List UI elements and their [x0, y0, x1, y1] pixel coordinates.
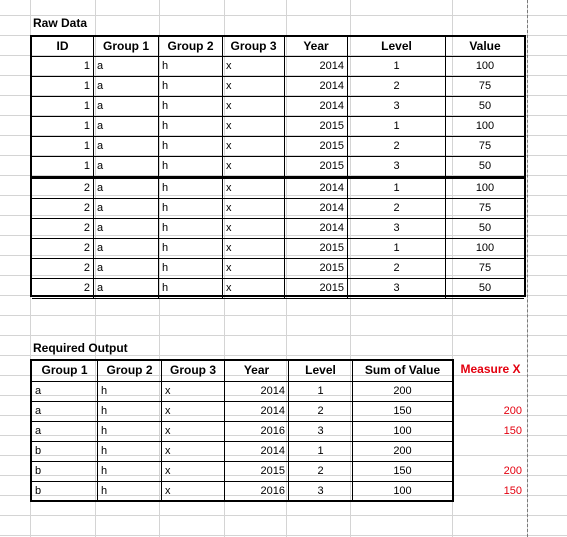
raw-header-cell[interactable]: Group 2 — [159, 37, 223, 57]
required-output-table — [30, 359, 454, 502]
output-data-cell[interactable]: 2014 — [225, 442, 289, 462]
raw-data-cell[interactable]: h — [159, 279, 223, 299]
gridline-horizontal — [0, 335, 567, 336]
raw-data-cell[interactable]: 2 — [348, 137, 446, 157]
output-data-cell[interactable]: h — [98, 402, 162, 422]
raw-header-cell[interactable]: Value — [446, 37, 524, 57]
raw-data-cell[interactable]: 1 — [32, 97, 94, 117]
output-data-cell[interactable]: a — [32, 422, 98, 442]
raw-data-cell[interactable]: x — [223, 259, 285, 279]
raw-data-title: Raw Data — [33, 16, 88, 30]
raw-data-table — [30, 35, 526, 297]
output-data-cell[interactable]: 2016 — [225, 482, 289, 502]
raw-header-cell[interactable]: Group 3 — [223, 37, 285, 57]
raw-data-cell[interactable]: 2 — [348, 199, 446, 219]
output-data-cell[interactable]: b — [32, 462, 98, 482]
raw-data-cell[interactable]: 75 — [446, 77, 524, 97]
raw-data-cell[interactable]: a — [94, 77, 159, 97]
output-data-cell[interactable]: h — [98, 442, 162, 462]
measure-x-header[interactable]: Measure X — [460, 362, 521, 376]
gridline-horizontal — [0, 535, 567, 536]
raw-data-cell[interactable]: h — [159, 259, 223, 279]
raw-data-cell[interactable]: 3 — [348, 157, 446, 177]
raw-header-cell[interactable]: ID — [32, 37, 94, 57]
raw-data-cell[interactable]: h — [159, 97, 223, 117]
raw-data-cell[interactable]: 2014 — [285, 219, 348, 239]
raw-data-cell[interactable]: a — [94, 259, 159, 279]
output-header-cell[interactable]: Sum of Value — [353, 361, 452, 382]
raw-data-cell[interactable]: 2014 — [285, 199, 348, 219]
output-data-cell[interactable]: 100 — [353, 482, 452, 502]
raw-data-cell[interactable]: a — [94, 199, 159, 219]
raw-data-cell[interactable]: h — [159, 57, 223, 77]
raw-data-cell[interactable]: 2 — [32, 239, 94, 259]
output-header-cell[interactable]: Group 2 — [98, 361, 162, 382]
raw-data-cell[interactable]: h — [159, 157, 223, 177]
raw-data-cell[interactable]: a — [94, 279, 159, 299]
raw-data-cell[interactable]: 2 — [32, 199, 94, 219]
raw-data-cell[interactable]: h — [159, 137, 223, 157]
output-data-cell[interactable]: x — [162, 422, 225, 442]
output-data-cell[interactable]: 2 — [289, 462, 353, 482]
measure-x-cell[interactable]: 150 — [503, 485, 522, 497]
measure-x-cell[interactable]: 150 — [503, 425, 522, 437]
raw-data-cell[interactable]: 1 — [32, 137, 94, 157]
raw-data-cell[interactable]: 2015 — [285, 279, 348, 299]
raw-data-cell[interactable]: x — [223, 97, 285, 117]
raw-data-cell[interactable]: 2014 — [285, 77, 348, 97]
output-data-cell[interactable]: 100 — [353, 422, 452, 442]
raw-data-cell[interactable]: x — [223, 77, 285, 97]
output-data-cell[interactable]: 200 — [353, 382, 452, 402]
raw-data-cell[interactable]: 2015 — [285, 157, 348, 177]
raw-data-cell[interactable]: a — [94, 137, 159, 157]
raw-data-cell[interactable]: 1 — [32, 157, 94, 177]
output-data-cell[interactable]: 1 — [289, 442, 353, 462]
output-data-cell[interactable]: h — [98, 462, 162, 482]
output-data-cell[interactable]: x — [162, 442, 225, 462]
raw-data-cell[interactable]: 1 — [32, 77, 94, 97]
output-data-cell[interactable]: x — [162, 482, 225, 502]
raw-data-cell[interactable]: 2014 — [285, 57, 348, 77]
raw-data-cell[interactable]: 2015 — [285, 117, 348, 137]
output-data-cell[interactable]: x — [162, 382, 225, 402]
raw-data-cell[interactable]: 3 — [348, 97, 446, 117]
raw-data-cell[interactable]: 2014 — [285, 179, 348, 199]
raw-data-cell[interactable]: h — [159, 219, 223, 239]
raw-data-cell[interactable]: h — [159, 199, 223, 219]
output-data-cell[interactable]: 3 — [289, 422, 353, 442]
output-data-cell[interactable]: 2014 — [225, 382, 289, 402]
raw-data-cell[interactable]: a — [94, 57, 159, 77]
output-data-cell[interactable]: x — [162, 402, 225, 422]
raw-data-cell[interactable]: 50 — [446, 97, 524, 117]
raw-data-cell[interactable]: 2 — [32, 259, 94, 279]
raw-data-cell[interactable]: 1 — [32, 57, 94, 77]
gridline-horizontal — [0, 315, 567, 316]
raw-data-cell[interactable]: a — [94, 239, 159, 259]
raw-data-cell[interactable]: 2015 — [285, 137, 348, 157]
raw-data-cell[interactable]: a — [94, 219, 159, 239]
raw-data-cell[interactable]: h — [159, 117, 223, 137]
output-data-cell[interactable]: 2016 — [225, 422, 289, 442]
raw-data-cell[interactable]: 2 — [348, 77, 446, 97]
output-data-cell[interactable]: 2014 — [225, 402, 289, 422]
raw-data-cell[interactable]: 50 — [446, 157, 524, 177]
raw-data-cell[interactable]: 3 — [348, 219, 446, 239]
required-output-title: Required Output — [33, 341, 128, 355]
output-data-cell[interactable]: x — [162, 462, 225, 482]
raw-data-cell[interactable]: 2 — [32, 179, 94, 199]
raw-data-cell[interactable]: 100 — [446, 179, 524, 199]
output-header-cell[interactable]: Group 3 — [162, 361, 225, 382]
raw-data-cell[interactable]: 1 — [32, 117, 94, 137]
raw-data-cell[interactable]: x — [223, 239, 285, 259]
raw-data-cell[interactable]: x — [223, 199, 285, 219]
output-data-cell[interactable]: h — [98, 382, 162, 402]
raw-data-cell[interactable]: x — [223, 157, 285, 177]
raw-data-cell[interactable]: 100 — [446, 117, 524, 137]
page-break-line — [527, 0, 528, 537]
raw-header-cell[interactable]: Year — [285, 37, 348, 57]
raw-data-cell[interactable]: 2 — [348, 259, 446, 279]
raw-data-cell[interactable]: 2015 — [285, 239, 348, 259]
output-header-cell[interactable]: Level — [289, 361, 353, 382]
raw-data-cell[interactable]: 50 — [446, 279, 524, 299]
raw-data-cell[interactable]: x — [223, 219, 285, 239]
raw-data-cell[interactable]: a — [94, 97, 159, 117]
output-data-cell[interactable]: 2 — [289, 402, 353, 422]
raw-data-cell[interactable]: x — [223, 137, 285, 157]
output-data-cell[interactable]: a — [32, 382, 98, 402]
raw-data-cell[interactable]: x — [223, 57, 285, 77]
output-data-cell[interactable]: 150 — [353, 402, 452, 422]
raw-data-cell[interactable]: 2 — [32, 279, 94, 299]
raw-data-cell[interactable]: a — [94, 157, 159, 177]
gridline-horizontal — [0, 515, 567, 516]
raw-header-cell[interactable]: Group 1 — [94, 37, 159, 57]
measure-x-cell[interactable]: 200 — [503, 405, 522, 417]
measure-x-cell[interactable]: 200 — [503, 465, 522, 477]
output-data-cell[interactable]: a — [32, 402, 98, 422]
raw-data-cell[interactable]: 2015 — [285, 259, 348, 279]
raw-data-cell[interactable]: 2014 — [285, 97, 348, 117]
raw-data-cell[interactable]: 1 — [348, 179, 446, 199]
output-data-cell[interactable]: 3 — [289, 482, 353, 502]
raw-data-cell[interactable]: a — [94, 117, 159, 137]
raw-data-cell[interactable]: 1 — [348, 239, 446, 259]
output-data-cell[interactable]: h — [98, 482, 162, 502]
raw-data-cell[interactable]: h — [159, 239, 223, 259]
output-data-cell[interactable]: 1 — [289, 382, 353, 402]
output-header-cell[interactable]: Group 1 — [32, 361, 98, 382]
raw-data-cell[interactable]: 75 — [446, 259, 524, 279]
raw-data-cell[interactable]: 75 — [446, 137, 524, 157]
raw-data-cell[interactable]: h — [159, 77, 223, 97]
measure-x-cell[interactable] — [454, 381, 522, 401]
raw-data-cell[interactable]: 75 — [446, 199, 524, 219]
raw-data-cell[interactable]: h — [159, 179, 223, 199]
output-data-cell[interactable]: b — [32, 442, 98, 462]
raw-data-cell[interactable]: 100 — [446, 57, 524, 77]
raw-data-cell[interactable]: 3 — [348, 279, 446, 299]
raw-data-cell[interactable]: 2 — [32, 219, 94, 239]
raw-data-cell[interactable]: x — [223, 117, 285, 137]
output-data-cell[interactable]: 200 — [353, 442, 452, 462]
raw-data-cell[interactable]: 1 — [348, 117, 446, 137]
raw-data-cell[interactable]: x — [223, 279, 285, 299]
output-header-cell[interactable]: Year — [225, 361, 289, 382]
raw-data-cell[interactable]: 1 — [348, 57, 446, 77]
raw-data-cell[interactable]: 100 — [446, 239, 524, 259]
output-data-cell[interactable]: b — [32, 482, 98, 502]
output-data-cell[interactable]: h — [98, 422, 162, 442]
raw-data-cell[interactable]: x — [223, 179, 285, 199]
raw-data-cell[interactable]: a — [94, 179, 159, 199]
raw-data-cell[interactable]: 50 — [446, 219, 524, 239]
output-data-cell[interactable]: 150 — [353, 462, 452, 482]
raw-header-cell[interactable]: Level — [348, 37, 446, 57]
measure-x-cell[interactable] — [454, 441, 522, 461]
output-data-cell[interactable]: 2015 — [225, 462, 289, 482]
